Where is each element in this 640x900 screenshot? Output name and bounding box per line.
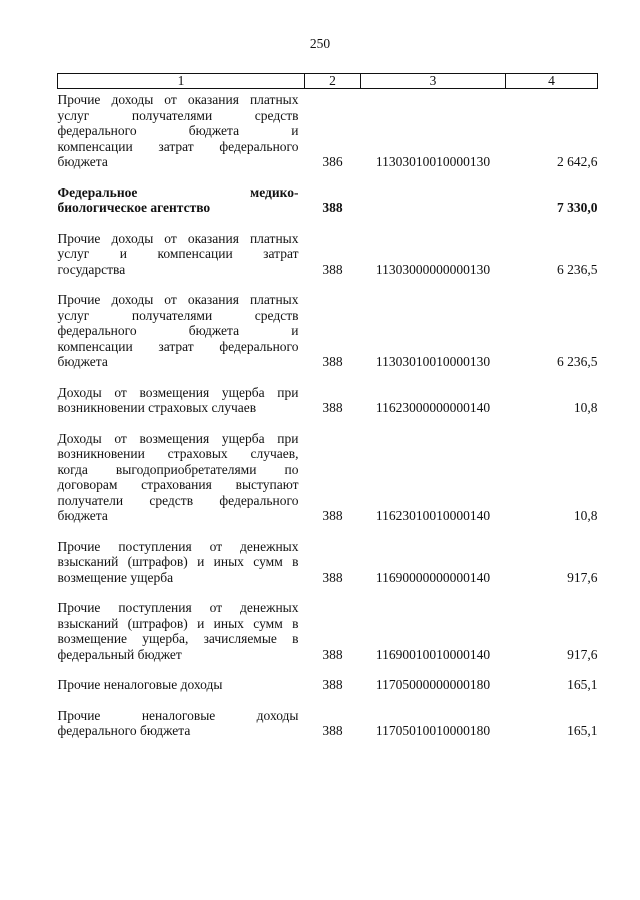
row-name [58, 431, 305, 539]
row-name [58, 539, 305, 601]
row-amount: 10,8 [573, 508, 598, 523]
row-name [58, 292, 305, 385]
row-name-line: Прочие поступления от денежных [57, 538, 299, 554]
row-name-line: когда выгодоприобретателями по [57, 461, 299, 477]
row-admin-code: 388 [322, 261, 343, 277]
table-row [58, 231, 598, 293]
row-revenue-code: 11690000000000140 [375, 569, 491, 585]
table-row [58, 600, 598, 677]
row-name-line: бюджета [57, 508, 108, 523]
page-number: 250 [309, 36, 331, 51]
row-name-line: бюджета [57, 354, 108, 369]
row-name-line: взысканий (штрафов) и иных сумм в [57, 554, 299, 569]
row-name [58, 185, 305, 231]
table-header [58, 74, 598, 89]
table-row [58, 89, 598, 185]
row-name [58, 231, 305, 293]
revenue-table [57, 73, 598, 739]
row-name-line: Прочие неналоговые доходы [57, 707, 299, 723]
row-name-line: Федеральное медико- [57, 184, 299, 200]
row-admin-code: 388 [322, 400, 343, 415]
row-name [58, 385, 305, 431]
header-col-3: 3 [361, 74, 506, 89]
row-name-line: взысканий (штрафов) и иных сумм в [57, 615, 299, 631]
row-name [58, 708, 305, 739]
row-name-line: возникновении страховых случаев [57, 400, 257, 415]
row-revenue-code: 11623010010000140 [375, 508, 491, 523]
table-row [58, 292, 598, 385]
row-name-line: услуг и компенсации затрат [57, 246, 299, 261]
row-revenue-code: 11303000000000130 [375, 261, 491, 277]
row-amount: 917,6 [567, 646, 598, 662]
row-revenue-code: 11303010010000130 [375, 354, 491, 369]
row-amount: 6 236,5 [557, 354, 598, 369]
header-col-2: 2 [305, 74, 361, 89]
table-row [58, 431, 598, 539]
row-name-line: Прочие доходы от оказания платных [57, 92, 299, 107]
row-amount: 917,6 [567, 569, 598, 585]
row-revenue-code: 11690010010000140 [375, 646, 491, 662]
row-amount: 10,8 [573, 400, 598, 415]
row-name-line: Прочие доходы от оказания платных [57, 230, 299, 246]
row-admin-code: 388 [322, 200, 343, 215]
table-row [58, 185, 598, 231]
row-admin-code: 386 [322, 154, 343, 169]
row-admin-code: 388 [322, 723, 343, 738]
row-admin-code: 388 [322, 508, 343, 523]
header-col-4: 4 [506, 74, 598, 89]
row-name-line: Доходы от возмещения ущерба при [57, 384, 299, 400]
row-name-line: Доходы от возмещения ущерба при [57, 430, 299, 446]
row-name-line: услуг получателями средств [57, 307, 299, 323]
row-revenue-code [361, 185, 506, 231]
row-revenue-code: 11623000000000140 [375, 400, 491, 415]
table-row [58, 539, 598, 601]
row-name-line: Прочие неналоговые доходы [57, 677, 223, 692]
row-name-line: федерального бюджета [57, 723, 191, 738]
row-name-line: возмещение ущерба, зачисляемые в [57, 631, 299, 646]
row-name-line: получатели средств федерального [57, 492, 299, 508]
row-amount: 165,1 [567, 677, 598, 692]
row-name [58, 89, 305, 185]
row-name-line: возмещение ущерба [57, 569, 174, 585]
row-name [58, 600, 305, 677]
row-name-line: федерального бюджета и [57, 323, 299, 338]
row-name [58, 677, 305, 708]
row-name-line: бюджета [57, 154, 108, 169]
row-admin-code: 388 [322, 354, 343, 369]
row-name-line: договорам страхования выступают [57, 477, 299, 492]
row-name-line: государства [57, 261, 126, 277]
row-name-line: возникновении страховых случаев, [57, 446, 299, 461]
row-admin-code: 388 [322, 677, 343, 692]
row-name-line: федеральный бюджет [57, 646, 182, 662]
row-admin-code: 388 [322, 646, 343, 662]
row-amount: 6 236,5 [557, 261, 598, 277]
row-revenue-code: 11705000000000180 [375, 677, 491, 692]
row-name-line: компенсации затрат федерального [57, 138, 299, 154]
table-row [58, 677, 598, 708]
row-name-line: услуг получателями средств [57, 107, 299, 123]
row-amount: 2 642,6 [557, 154, 598, 169]
row-revenue-code: 11303010010000130 [375, 154, 491, 169]
row-name-line: Прочие поступления от денежных [57, 600, 299, 615]
row-amount: 165,1 [567, 723, 598, 738]
row-revenue-code: 11705010010000180 [375, 723, 491, 738]
row-name-line: федерального бюджета и [57, 123, 299, 138]
table-body [58, 89, 598, 739]
row-name-line: Прочие доходы от оказания платных [57, 292, 299, 307]
row-amount: 7 330,0 [557, 200, 598, 215]
row-name-line: компенсации затрат федерального [57, 338, 299, 354]
row-name-line: биологическое агентство [57, 200, 211, 215]
table-row [58, 708, 598, 739]
header-col-1: 1 [58, 74, 305, 89]
table-row [58, 385, 598, 431]
row-admin-code: 388 [322, 569, 343, 585]
